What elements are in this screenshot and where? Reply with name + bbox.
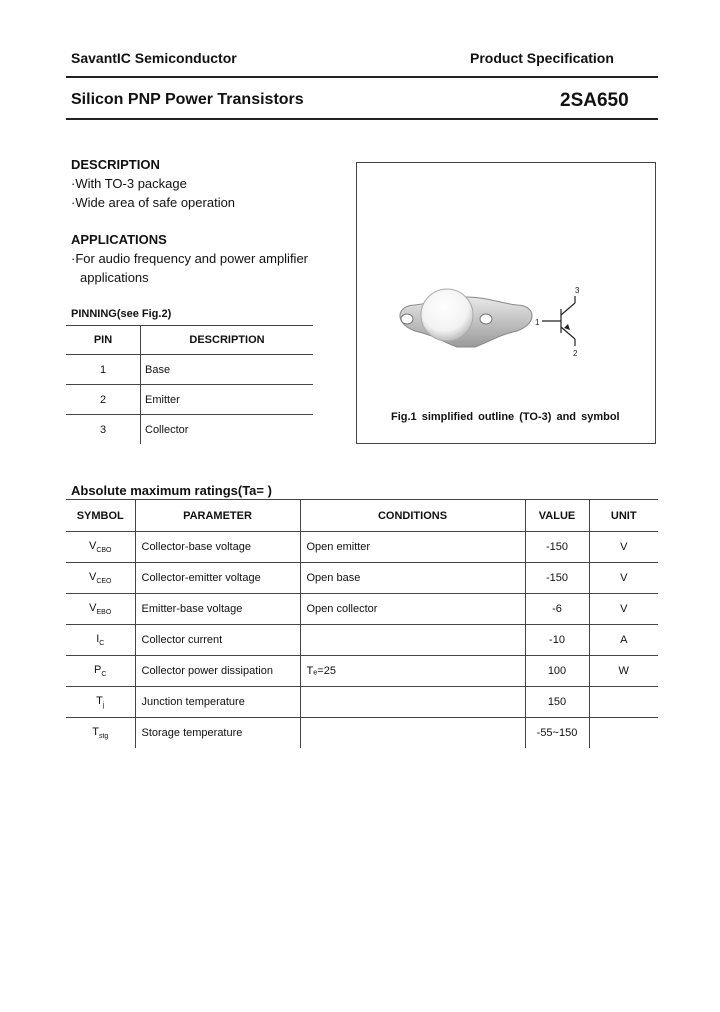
unit-cell [589,718,658,749]
symbol-cell [66,532,135,563]
ratings-table [66,499,658,748]
conditions-cell [300,718,525,749]
unit-cell: W [589,656,658,687]
ratings-header-row [66,500,658,532]
conditions-cell: Tₑ=25 [300,656,525,687]
table-row [66,415,313,445]
parameter-column-header: PARAMETER [135,500,300,532]
table-row [66,625,658,656]
pin-description: Base [141,355,314,385]
value-cell: 100 [525,656,589,687]
symbol-subscript: C [99,640,105,648]
conditions-column-header: CONDITIONS [300,500,525,532]
value-cell: -10 [525,625,589,656]
conditions-cell [300,625,525,656]
parameter-cell: Storage temperature [135,718,300,749]
symbol-cell [66,656,135,687]
header-rule-bottom [66,118,658,120]
applications-item: ·For audio frequency and power amplifier [71,251,309,266]
table-row [66,532,658,563]
symbol-main: I [96,632,100,645]
symbol-main: V [88,539,97,552]
symbol-main: T [92,725,99,738]
unit-cell: V [589,532,658,563]
pin-label-collector: 3 [575,286,580,295]
unit-cell: A [589,625,658,656]
pnp-transistor-symbol [542,296,575,346]
description-item: ·Wide area of safe operation [71,195,236,210]
description-item: ·With TO-3 package [71,176,187,191]
symbol-subscript: CBO [96,547,112,555]
symbol-cell [66,718,135,749]
table-row [66,718,658,749]
value-cell: -150 [525,532,589,563]
value-column-header: VALUE [525,500,589,532]
table-row [66,563,658,594]
ratings-heading: Absolute maximum ratings(Ta= ) [71,483,272,498]
pin-number: 2 [66,385,141,415]
symbol-main: V [89,601,97,614]
parameter-cell: Collector-base voltage [135,532,300,563]
symbol-subscript: CEO [96,578,112,586]
part-number: 2SA650 [560,90,629,111]
pinning-heading: PINNING(see Fig.2) [71,308,172,320]
applications-item-continued: applications [80,270,149,285]
pin-label-emitter: 2 [573,349,578,358]
value-cell: -150 [525,563,589,594]
pin-number: 3 [66,415,141,445]
table-row [66,355,313,385]
symbol-column-header: SYMBOL [66,500,135,532]
parameter-cell: Junction temperature [135,687,300,718]
pin-description: Emitter [141,385,314,415]
table-row [66,687,658,718]
pinning-header-row [66,326,313,355]
pin-column-header: PIN [66,326,141,355]
symbol-cell [66,625,135,656]
description-heading: DESCRIPTION [71,157,160,172]
symbol-cell [66,563,135,594]
pin-description: Collector [145,423,189,436]
table-row [66,385,313,415]
symbol-main: P [94,663,102,676]
applications-heading: APPLICATIONS [71,232,167,247]
parameter-cell: Collector current [135,625,300,656]
value-cell: 150 [525,687,589,718]
conditions-cell: Open collector [300,594,525,625]
figure-drawing [357,163,655,443]
symbol-subscript: C [101,671,107,679]
header-rule-top [66,76,658,78]
conditions-cell: Open base [300,563,525,594]
description-column-header: DESCRIPTION [141,326,314,355]
company-name: SavantIC Semiconductor [71,50,237,66]
parameter-cell: Emitter-base voltage [135,594,300,625]
document-type: Product Specification [470,50,614,66]
unit-cell: V [589,594,658,625]
table-row [66,656,658,687]
symbol-cell [66,687,135,718]
symbol-subscript: EBO [96,609,112,617]
symbol-main: V [88,570,97,583]
value-cell: -55~150 [525,718,589,749]
figure-box [356,162,656,444]
table-row [66,594,658,625]
product-line-title: Silicon PNP Power Transistors [71,91,304,108]
conditions-cell [300,687,525,718]
parameter-cell: Collector power dissipation [135,656,300,687]
unit-cell [589,687,658,718]
to3-package-outline [400,289,532,347]
symbol-cell [66,594,135,625]
symbol-subscript: j [102,702,105,710]
pinning-table [66,325,313,444]
parameter-cell: Collector-emitter voltage [135,563,300,594]
conditions-cell: Open emitter [300,532,525,563]
value-cell: -6 [525,594,589,625]
pin-label-base: 1 [535,318,540,327]
symbol-subscript: stg [98,733,109,741]
symbol-main: T [96,694,103,707]
figure-caption: Fig.1 simplified outline (TO-3) and symbol [391,411,620,423]
unit-column-header: UNIT [589,500,658,532]
unit-cell: V [589,563,658,594]
pin-number: 1 [66,355,141,385]
